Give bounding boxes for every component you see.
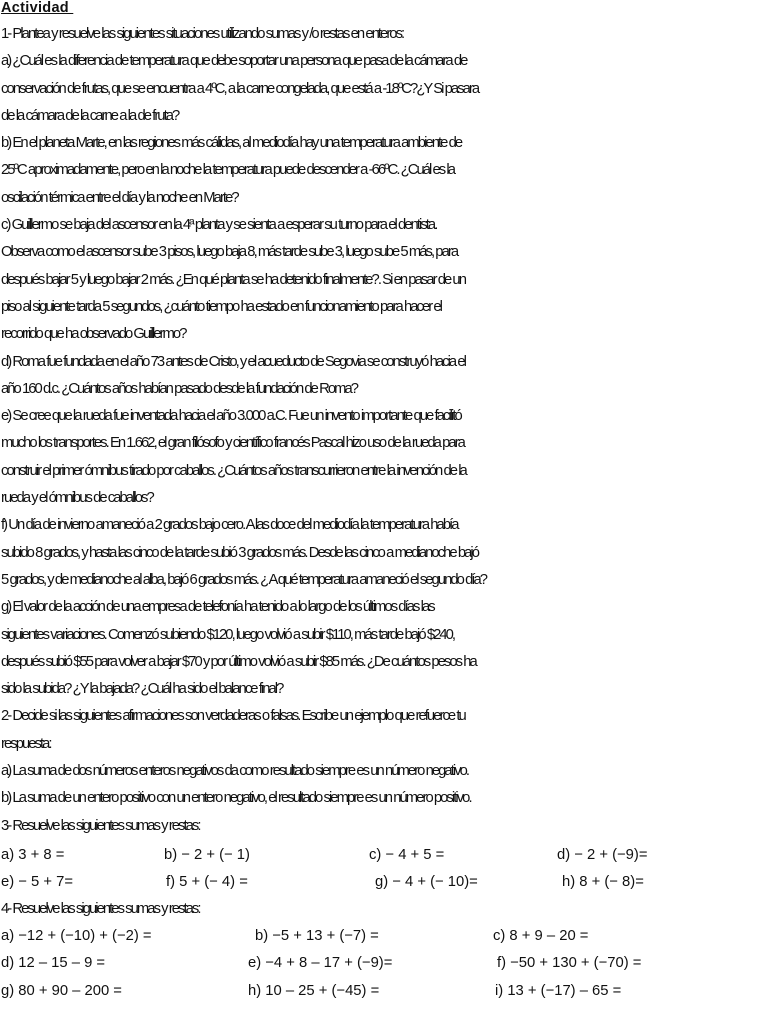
text-line: e) Se cree que la rueda fue inventada hacia el año 3.000 a.C. Fue un invento importante que facilitó [1, 408, 461, 425]
activity-title: Actividad [1, 0, 74, 16]
exercise-item: c) − 4 + 5 = [369, 847, 445, 863]
text-line: oscilación térmica entre el día y la noche en Marte? [1, 189, 238, 206]
exercise-row [1, 978, 768, 1005]
text-line: b) En el planeta Marte, en las regiones más cálidas, al mediodía hay una temperatura ambiente de [1, 135, 462, 152]
exercise-item: a) −12 + (−10) + (−2) = [1, 928, 152, 944]
exercise-item: h) 10 – 25 + (−45) = [248, 982, 380, 999]
text-line: f) Un día de invierno amaneció a 2 grados bajo cero. A las doce del mediodía la temperatura había [1, 517, 458, 534]
exercise-item: b) − 2 + (− 1) [164, 847, 250, 863]
text-line: después bajar 5 y luego bajar 2 más. ¿En qué planta se ha detenido finalmente?. Si en pasar de un [1, 271, 465, 288]
text-line: mucho los transportes. En 1.662, el gran filósofo y científico francés Pascal hizo uso de la rueda para [1, 435, 464, 452]
text-line: 2- Decide si las siguientes afirmaciones son verdaderas o falsas. Escribe un ejemplo que refuerce tu [1, 708, 465, 725]
text-line: 3- Resuelve las siguientes sumas y restas: [1, 817, 200, 834]
text-line: conservación de frutas, que se encuentra a 4ºC, a la carne congelada, que está a -18ºC?¿Y Si pasara [1, 80, 479, 97]
text-line: respuesta: [1, 735, 51, 752]
text-line: de la cámara de la carne a la de fruta? [1, 107, 179, 124]
exercise-item: d) − 2 + (−9)= [557, 847, 648, 863]
exercise-row [1, 923, 768, 950]
text-line: b) La suma de un entero positivo con un entero negativo, el resultado siempre es un número positivo. [1, 790, 471, 807]
text-line: sido la subida? ¿Y la bajada? ¿Cuál ha sido el balance final? [1, 681, 283, 698]
exercise-item: h) 8 + (− 8)= [562, 874, 644, 891]
exercise-item: g) − 4 + (− 10)= [375, 874, 478, 891]
exercise-item: g) 80 + 90 – 200 = [1, 982, 122, 999]
text-line: a) La suma de dos números enteros negativos da como resultado siempre es un número negativo. [1, 763, 469, 780]
exercise-row [1, 869, 768, 896]
text-line: siguientes variaciones. Comenzó subiendo $120, luego volvió a subir $110, más tarde bajó $240, [1, 626, 455, 643]
exercise-item: f) 5 + (− 4) = [166, 874, 248, 891]
section-4-heading-block [1, 896, 768, 923]
text-line: después subió $55 para volver a bajar $70 y por último volvió a subir $85 más. ¿De cuántos pesos ha [1, 653, 476, 670]
section-4-heading: 4- Resuelve las siguientes sumas y restas: [1, 901, 200, 917]
text-line: año 160 d.c. ¿Cuántos años habían pasado desde la fundación de Roma? [1, 380, 358, 397]
exercise-row [1, 950, 768, 977]
exercise-row [1, 842, 768, 869]
text-line: construir el primer ómnibus tirado por caballos. ¿Cuántos años transcurrieron entre la invención de la [1, 462, 466, 479]
text-line: rueda y el ómnibus de caballos? [1, 490, 153, 507]
exercise-item: c) 8 + 9 – 20 = [493, 928, 589, 944]
problem-text [1, 21, 768, 840]
text-line: c) Guillermo se baja del ascensor en la 4ª planta y se sienta a esperar su turno para el dentista. [1, 217, 437, 234]
exercise-item: a) 3 + 8 = [1, 847, 65, 863]
text-line: 1- Plantea y resuelve las siguientes situaciones utilizando sumas y /o restas en enteros: [1, 26, 404, 42]
text-line: d) Roma fue fundada en el año 73 antes de Cristo, y el acueducto de Segovia se construyó hacia el [1, 353, 465, 370]
text-line: recorrido que ha observado Guillermo? [1, 326, 186, 343]
text-line: 5 grados, y de medianoche al alba, bajó 6 grados más. ¿ A qué temperatura amaneció el segundo día? [1, 571, 487, 588]
text-line: subido 8 grados, y hasta las cinco de la tarde subió 3 grados más. Desde las cinco a medianoche bajó [1, 544, 479, 561]
exercise-item: d) 12 – 15 – 9 = [1, 955, 106, 972]
exercise-item: f) −50 + 130 + (−70) = [497, 955, 642, 972]
exercise-item: i) 13 + (−17) – 65 = [495, 982, 622, 999]
text-line: Observa como el ascensor sube 3 pisos, luego baja 8, más tarde sube 3, luego sube 5 más, para [1, 244, 458, 261]
exercises-section-4 [1, 923, 768, 1005]
text-line: 25ºC aproximadamente, pero en la noche la temperatura puede descender a -66ºC. ¿Cuál es la [1, 162, 455, 179]
text-line: a) ¿Cuál es la diferencia de temperatura que debe soportar una persona que pasa de la cámara de [1, 53, 467, 70]
exercise-item: b) −5 + 13 + (−7) = [255, 928, 379, 944]
exercise-item: e) −4 + 8 – 17 + (−9)= [248, 955, 393, 972]
text-line: g) El valor de la acción de una empresa de telefonía ha tenido a lo largo de los últimos días las [1, 599, 434, 616]
exercises-section-3 [1, 842, 768, 897]
exercise-item: e) − 5 + 7= [1, 874, 73, 891]
text-line: piso al siguiente tarda 5 segundos, ¿cuánto tiempo ha estado en funcionamiento para hacer el [1, 298, 442, 315]
